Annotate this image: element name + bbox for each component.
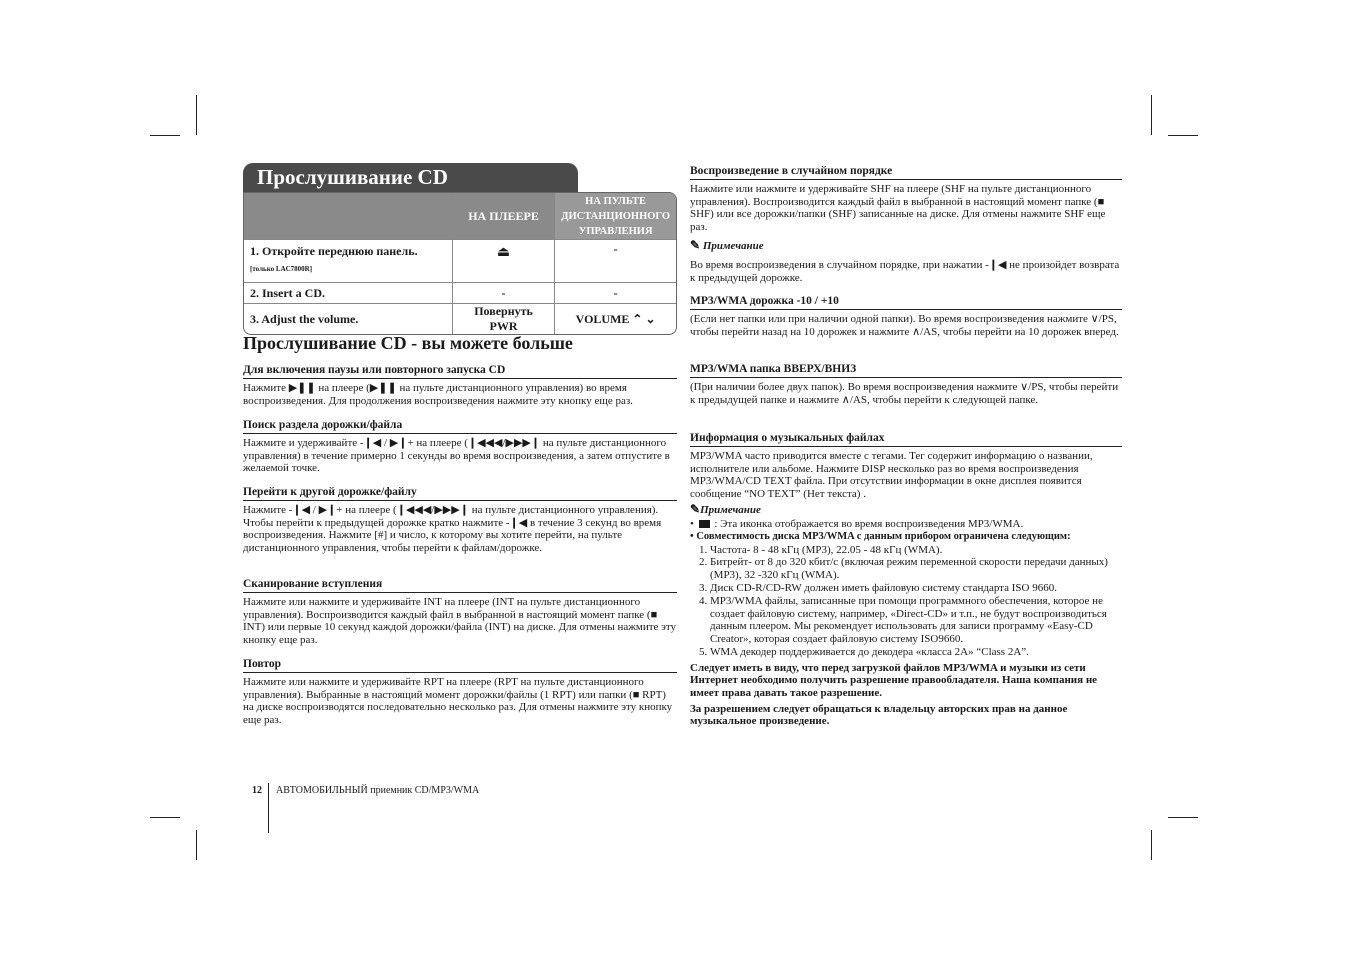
player-cell: - bbox=[453, 283, 555, 304]
section-pause bbox=[243, 364, 677, 407]
remote-cell: - bbox=[555, 283, 676, 304]
section-heading: MP3/WMA дорожка -10 / +10 bbox=[690, 295, 1122, 310]
section-repeat bbox=[243, 658, 677, 726]
remote-cell: VOLUME ⌃ ⌄ bbox=[575, 311, 656, 326]
header-step bbox=[244, 193, 453, 240]
note-text: Во время воспроизведения в случайном порядке, при нажатии -❙◀ не произойдет возврата к предыдущей дорожке. bbox=[690, 259, 1120, 284]
table-row bbox=[244, 240, 676, 283]
compat-list bbox=[690, 544, 1122, 659]
note-pencil-icon: ✎ bbox=[690, 238, 701, 252]
crop-mark bbox=[150, 135, 180, 136]
section-shuffle bbox=[690, 165, 1122, 233]
crop-mark bbox=[196, 95, 197, 135]
section-text: Нажмите или нажмите и удерживайте SHF на плеере (SHF на пульте дистанционного управления). Воспроизводится каждый файл в выбранной в настоящий момент папке (■ SHF) или все дорожки/папки (SHF) записанные на диске. Для отмены нажмите SHF еще раз. bbox=[690, 183, 1106, 233]
header-player: НА ПЛЕЕРЕ bbox=[453, 193, 555, 240]
note-label: Примечание bbox=[702, 240, 764, 252]
step-note: [только LAC7800R] bbox=[250, 265, 313, 273]
section-heading: Для включения паузы или повторного запуска CD bbox=[243, 364, 677, 379]
page-number: 12 bbox=[252, 785, 262, 796]
page-footer bbox=[252, 785, 479, 796]
crop-mark bbox=[1168, 817, 1198, 818]
section-text: Нажмите или нажмите и удерживайте RPT на плеере (RPT на пульте дистанционного управления). Выбранные в настоящий момент дорожки/файлы (1 RPT) или папки (■ RPT) на диске воспроизводятся последовательно несколько раз. Для отмены нажмите эту кнопку еще раз. bbox=[243, 676, 673, 726]
list-item: 2. Битрейт- от 8 до 320 кбит/с (включая режим переменной скорости передачи данных)(MP3), 32 -320 кГц (WMA). bbox=[710, 556, 1122, 582]
section-heading: MP3/WMA папка ВВЕРХ/ВНИЗ bbox=[690, 363, 1122, 378]
step-label: 2. Insert a CD. bbox=[244, 283, 453, 304]
section-text: (Если нет папки или при наличии одной папки). Во время воспроизведения нажмите ∨/PS, чтобы перейти назад на 10 дорожек и нажмите ∧/AS, чтобы перейти на 10 дорожек вперед. bbox=[690, 313, 1119, 338]
section-heading: Поиск раздела дорожки/файла bbox=[243, 419, 677, 434]
section-heading: Перейти к другой дорожке/файлу bbox=[243, 486, 677, 501]
step-label: 1. Откройте переднюю панель. bbox=[250, 244, 418, 258]
list-item: 3. Диск CD-R/CD-RW должен иметь файловую систему стандарта ISO 9660. bbox=[710, 582, 1122, 595]
section-text: Нажмите ▶❚❚ на плеере (▶❚❚ на пульте дистанционного управления) во время воспроизведения. Для продолжения воспроизведения нажмите эту кнопку еще раз. bbox=[243, 382, 633, 407]
note-bullets bbox=[690, 518, 1122, 544]
section-heading: Информация о музыкальных файлах bbox=[690, 432, 1122, 447]
footer-product-rest: приемник CD/MP3/WMA bbox=[367, 785, 480, 796]
note-compat bbox=[690, 502, 1122, 728]
list-item: 1. Частота- 8 - 48 кГц (MP3), 22.05 - 48 кГц (WMA). bbox=[710, 544, 1122, 557]
folder-icon bbox=[699, 520, 710, 528]
section-heading: Повтор bbox=[243, 658, 677, 673]
section-folder bbox=[690, 363, 1122, 406]
list-item: 4. MP3/WMA файлы, записанные при помощи программного обеспечения, которое не создает файловую систему, например, «Direct-CD» и т.п., не будут воспроизводиться данным плеером. Мы рекомендует использовать для записи программу «Easy-CD Creator», которая создает файловую систему ISO9660. bbox=[710, 595, 1122, 646]
list-item: 5. WMA декодер поддерживается до декодера «класса 2A» “Class 2A”. bbox=[710, 646, 1122, 659]
cd-steps-table bbox=[243, 192, 677, 335]
section-text: Нажмите или нажмите и удерживайте INT на плеере (INT на пульте дистанционного управления). Воспроизводится каждый файл в выбранной в настоящий момент папке (■ INT) или первые 10 секунд каждой дорожки/файла (INT) на диске. Для отмены нажмите эту кнопку еще раз. bbox=[243, 596, 677, 646]
player-cell: Повернуть PWR bbox=[453, 304, 555, 334]
crop-mark bbox=[1151, 830, 1152, 860]
section-search bbox=[243, 419, 677, 475]
step-cell bbox=[244, 240, 453, 283]
page-title: Прослушивание CD bbox=[257, 165, 448, 189]
section-heading: Воспроизведение в случайном порядке bbox=[690, 165, 1122, 180]
crop-mark bbox=[150, 817, 180, 818]
note-pencil-icon: ✎ bbox=[690, 502, 701, 516]
section-title-tab bbox=[243, 163, 578, 193]
copyright-warning: Следует иметь в виду, что перед загрузкой файлов MP3/WMA и музыки из сети Интернет необходимо получить разрешение правообладателя. Наша компания не имеет права давать такое разрешение. bbox=[690, 661, 1098, 699]
subtitle: Прослушивание CD - вы можете больше bbox=[243, 333, 573, 353]
copyright-contact: За разрешением следует обращаться к владельцу авторских прав на данное музыкальное произведение. bbox=[690, 702, 1068, 728]
footer-product: АВТОМОБИЛЬНЫЙ bbox=[276, 785, 368, 796]
section-text: Нажмите -❙◀ / ▶❙+ на плеере (❙◀◀◀/▶▶▶❙ на пульте дистанционного управления). Чтобы перейти к предыдущей дорожке кратко нажмите -❙◀ в течение 3 секунд во время воспроизведения. Нажмите [#] и число, к которому вы хотите перейти, на пульте дистанционного управления, чтобы перейти к файлам/дорожке. bbox=[243, 504, 662, 554]
step-label: 3. Adjust the volume. bbox=[244, 304, 453, 334]
crop-mark bbox=[1151, 95, 1152, 135]
note-label: Примечание bbox=[700, 504, 761, 516]
eject-icon: ⏏ bbox=[453, 240, 555, 283]
crop-mark bbox=[196, 830, 197, 860]
section-skip bbox=[243, 486, 677, 554]
section-text: (При наличии более двух папок). Во время воспроизведения нажмите ∨/PS, чтобы перейти к предыдущей папке и нажмите ∧/AS, чтобы перейти к следующей папке. bbox=[690, 381, 1119, 406]
section-track10 bbox=[690, 295, 1122, 338]
list-item: • Совместимость диска MP3/WMA с данным прибором ограничена следующим: bbox=[690, 530, 1071, 542]
section-text: MP3/WMA часто приводится вместе с тегами. Тег содержит информацию о названии, исполнителе или альбоме. Нажмите DISP несколько раз во время воспроизведения MP3/WMA/CD TEXT файла. При отсутствии информации в окне дисплея появится сообщение “NO TEXT” (Нет текста) . bbox=[690, 450, 1093, 500]
header-remote: НА ПУЛЬТЕ ДИСТАНЦИОННОГО УПРАВЛЕНИЯ bbox=[555, 193, 676, 240]
section-text: Нажмите и удерживайте -❙◀ / ▶❙+ на плеере (❙◀◀◀/▶▶▶❙ на пульте дистанционного управления) в течение примерно 1 секунды во время воспроизведения, а затем отпустите в желаемой точке. bbox=[243, 437, 670, 475]
table-row bbox=[244, 283, 676, 304]
note-shuffle bbox=[690, 238, 1122, 284]
section-intro-scan bbox=[243, 578, 677, 646]
section-heading: Сканирование вступления bbox=[243, 578, 677, 593]
table-header-row bbox=[244, 193, 676, 240]
crop-mark bbox=[1168, 135, 1198, 136]
section-info bbox=[690, 432, 1122, 500]
remote-cell: - bbox=[555, 240, 676, 283]
table-row bbox=[244, 304, 676, 334]
list-item: • : Эта иконка отображается во время воспроизведения MP3/WMA. bbox=[690, 518, 1024, 530]
